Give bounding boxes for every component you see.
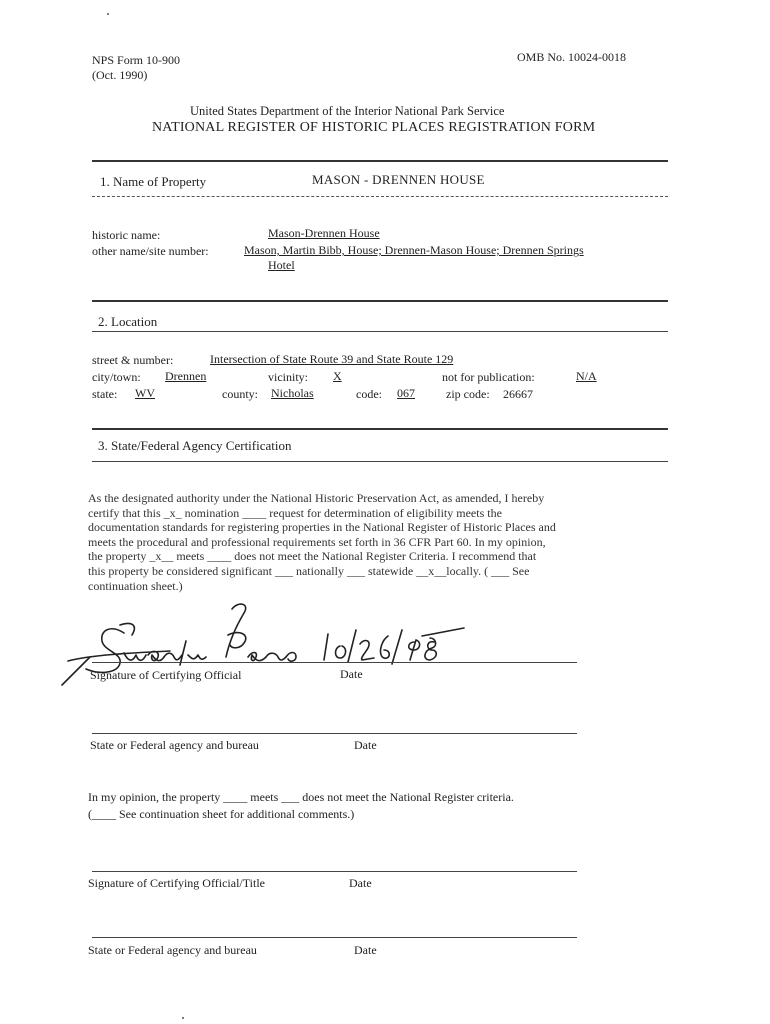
date-label-4: Date — [354, 943, 377, 957]
date-label-3: Date — [349, 876, 372, 890]
scan-speck — [182, 1017, 184, 1019]
certification-paragraph — [88, 491, 556, 593]
signature-line-3 — [92, 871, 577, 872]
county-value: Nicholas — [271, 386, 314, 400]
not-for-publication-label: not for publication: — [442, 370, 535, 384]
code-value: 067 — [397, 386, 415, 400]
signature-label: Signature of Certifying Official — [90, 668, 242, 682]
not-for-publication-value: N/A — [576, 369, 597, 383]
scan-speck — [107, 13, 109, 15]
signature-line-2 — [92, 733, 577, 734]
other-names-line1: Mason, Martin Bibb, House; Drennen-Mason House; Drennen Springs — [244, 243, 584, 257]
section1-heading: 1. Name of Property — [100, 174, 207, 189]
historic-name: Mason-Drennen House — [268, 226, 380, 240]
zip-label: zip code: — [446, 387, 490, 401]
property-name: MASON - DRENNEN HOUSE — [312, 172, 485, 187]
date-label-2: Date — [354, 738, 377, 752]
form-number: NPS Form 10-900 — [92, 53, 181, 67]
date-label: Date — [340, 667, 363, 681]
section2-top-rule — [92, 300, 668, 302]
other-names-line2: Hotel — [268, 258, 295, 272]
agency-bureau-label: State or Federal agency and bureau — [90, 738, 259, 752]
section3-top-rule — [92, 428, 668, 430]
section2-bottom-rule — [92, 331, 668, 332]
agency-bureau-label-2: State or Federal agency and bureau — [88, 943, 257, 957]
historic-name-label: historic name: — [92, 228, 161, 242]
state-label: state: — [92, 387, 118, 401]
section1-top-rule — [92, 160, 668, 162]
city-label: city/town: — [92, 370, 141, 384]
county-label: county: — [222, 387, 258, 401]
paragraph-line: As the designated authority under the National Historic Preservation Act, as amended, I hereby — [88, 491, 545, 505]
zip-value: 26667 — [503, 387, 533, 401]
street-label: street & number: — [92, 353, 174, 367]
section1-bottom-rule — [92, 196, 668, 197]
agency-line: United States Department of the Interior National Park Service — [190, 104, 505, 118]
opinion-line-1: In my opinion, the property ____ meets ___ does not meet the National Register criteria. — [88, 790, 514, 804]
paragraph-line: this property be considered significant ___ nationally ___ statewide __x__locally. ( ___ See — [88, 563, 530, 578]
paragraph-line: documentation standards for registering properties in the National Register of Historic Places and — [88, 520, 556, 535]
form-title: NATIONAL REGISTER OF HISTORIC PLACES REGISTRATION FORM — [152, 120, 596, 135]
opinion-line-2: (____ See continuation sheet for additional comments.) — [88, 807, 355, 821]
section2-heading: 2. Location — [98, 314, 158, 329]
paragraph-line: the property _x__ meets ____ does not meet the National Register Criteria. I recommend that — [88, 549, 537, 564]
street-value: Intersection of State Route 39 and State Route 129 — [210, 352, 454, 366]
signature-line-1 — [92, 662, 577, 663]
code-label: code: — [356, 387, 382, 401]
signature-title-label: Signature of Certifying Official/Title — [88, 876, 265, 890]
paragraph-line: continuation sheet.) — [88, 578, 183, 593]
city-value: Drennen — [165, 369, 207, 383]
state-value: WV — [135, 386, 155, 400]
omb-number: OMB No. 10024-0018 — [517, 50, 627, 64]
section3-heading: 3. State/Federal Agency Certification — [98, 438, 292, 453]
other-names-label: other name/site number: — [92, 244, 209, 258]
signature-line-4 — [92, 937, 577, 938]
vicinity-value: X — [333, 369, 342, 383]
paragraph-line: meets the procedural and professional requirements set forth in 36 CFR Part 60. In my opinion, — [88, 534, 546, 549]
vicinity-label: vicinity: — [268, 370, 308, 384]
section3-bottom-rule — [92, 461, 668, 462]
form-date: (Oct. 1990) — [92, 68, 148, 82]
paragraph-line: certify that this _x_ nomination ____ request for determination of eligibility meets the — [88, 505, 502, 520]
